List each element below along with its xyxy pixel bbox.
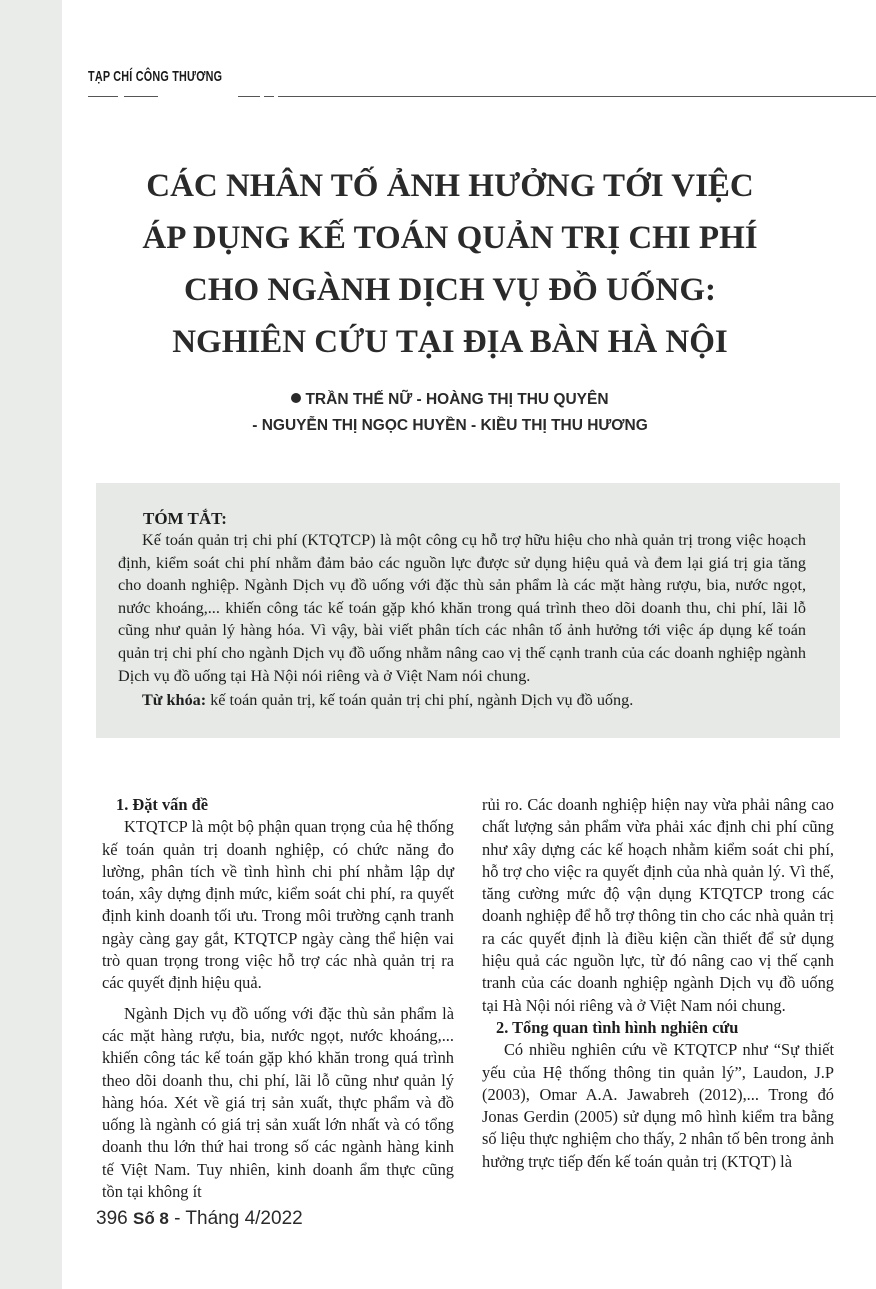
header-rule-gap: [118, 94, 124, 98]
header-rule-gap: [158, 94, 238, 98]
title-line: NGHIÊN CỨU TẠI ĐỊA BÀN HÀ NỘI: [172, 324, 728, 360]
page-margin-strip: [0, 0, 62, 1289]
author-line: [200, 387, 700, 413]
article-title: [100, 160, 800, 368]
paragraph: Ngành Dịch vụ đồ uống với đặc thù sản phẩm là các mặt hàng rượu, bia, nước ngọt, nước khoáng,... khiến công tác kế toán gặp khó khăn trong quá trình theo dõi doanh thu, chi phí, lãi lỗ cũng như quản lý hàng hóa. Xét về giá trị sản xuất, thực phẩm và đồ uống là ngành có giá trị sản xuất lớn nhất và có tổng doanh thu lớn thứ hai trong số các ngành hàng kinh tế Việt Nam. Tuy nhiên, kinh doanh ẩm thực cũng tồn tại không ít: [102, 1003, 454, 1202]
header-rule-gap: [274, 94, 278, 98]
abstract-text: Kế toán quản trị chi phí (KTQTCP) là một công cụ hỗ trợ hữu hiệu cho nhà quản trị trong việc hoạch định, kiểm soát chi phí nhằm đảm bảo các nguồn lực được sử dụng hiệu quả và đem lại giá trị gia tăng cho doanh nghiệp. Ngành Dịch vụ đồ uống với đặc thù sản phẩm là các mặt hàng rượu, bia, nước ngọt, nước khoáng,... khiến công tác kế toán gặp khó khăn trong quá trình theo dõi doanh thu, chi phí, lãi lỗ cũng như quản lý hàng hóa. Vì vậy, bài viết phân tích các nhân tố ảnh hưởng tới việc áp dụng kế toán quản trị chi phí cho ngành Dịch vụ đồ uống nhằm nâng cao vị thế cạnh tranh của các doanh nghiệp ngành Dịch vụ đồ uống tại Hà Nội nói riêng và ở Việt Nam nói chung.: [118, 531, 806, 685]
issue-date: - Tháng 4/2022: [168, 1208, 303, 1229]
title-line: CHO NGÀNH DỊCH VỤ ĐỒ UỐNG:: [184, 272, 716, 308]
paragraph: Có nhiều nghiên cứu về KTQTCP như “Sự thiết yếu của Hệ thống thông tin quản lý”, Laudon, J.P (2003), Omar A.A. Jawabreh (2012),... Trong đó Jonas Gerdin (2005) sử dụng mô hình kiểm tra bằng số liệu thực nghiệm cho thấy, 2 nhân tố bên trong ảnh hưởng trực tiếp đến kế toán quản trị (KTQT) là: [482, 1040, 834, 1171]
author-names: TRẦN THẾ NỮ - HOÀNG THỊ THU QUYÊN: [305, 391, 609, 408]
body-column-right: [482, 794, 834, 1173]
journal-header: [88, 68, 876, 108]
paragraph: KTQTCP là một bộ phận quan trọng của hệ thống kế toán quản trị doanh nghiệp, có chức năng đo lường, phân tích về tình hình chi phí nhằm lập dự toán, xây dựng định mức, kiểm soát chi phí, ra quyết định kinh doanh tối ưu. Trong môi trường cạnh tranh ngày càng gay gắt, KTQTCP ngày càng thể hiện vai trò quan trọng trong việc hỗ trợ các nhà quản trị ra các quyết định hiệu quả.: [102, 817, 454, 993]
abstract-box: [96, 483, 840, 738]
keywords-list: kế toán quản trị, kế toán quản trị chi phí, ngành Dịch vụ đồ uống.: [206, 691, 634, 709]
page-number: 396: [96, 1208, 128, 1229]
paragraph: rủi ro. Các doanh nghiệp hiện nay vừa phải nâng cao chất lượng sản phẩm vừa phải xác định chi phí cũng như xây dựng các kế hoạch nhằm kiểm soát chi phí, hỗ trợ cho việc ra quyết định của nhà quản lý. Vì thế, tăng cường mức độ vận dụng KTQTCP trong các doanh nghiệp để hỗ trợ thông tin cho các nhà quản trị ra các quyết định là điều kiện cần thiết để sử dụng hiệu quả các nguồn lực, từ đó nâng cao vị thế cạnh tranh của các doanh nghiệp ngành Dịch vụ đồ uống tại Hà Nội nói riêng và ở Việt Nam nói chung.: [482, 795, 834, 1015]
section-heading-1: 1. Đặt vấn đề: [116, 795, 208, 814]
title-line: ÁP DỤNG KẾ TOÁN QUẢN TRỊ CHI PHÍ: [142, 220, 758, 256]
keywords-label: Từ khóa:: [142, 691, 207, 709]
header-rule-gap: [260, 94, 264, 98]
section-heading-2: 2. Tổng quan tình hình nghiên cứu: [496, 1017, 739, 1037]
title-line: CÁC NHÂN TỐ ẢNH HƯỞNG TỚI VIỆC: [146, 168, 754, 204]
journal-name: TẠP CHÍ CÔNG THƯƠNG: [88, 68, 223, 85]
abstract-heading: TÓM TẮT:: [143, 509, 227, 528]
author-line: - NGUYỄN THỊ NGỌC HUYỀN - KIỀU THỊ THU HƯƠNG: [252, 417, 648, 434]
issue-number: Số 8: [132, 1209, 169, 1228]
keywords: [142, 691, 822, 710]
body-column-left: [102, 794, 454, 1203]
page-footer: [96, 1208, 303, 1230]
bullet-icon: [291, 393, 301, 403]
author-list: [200, 387, 700, 439]
